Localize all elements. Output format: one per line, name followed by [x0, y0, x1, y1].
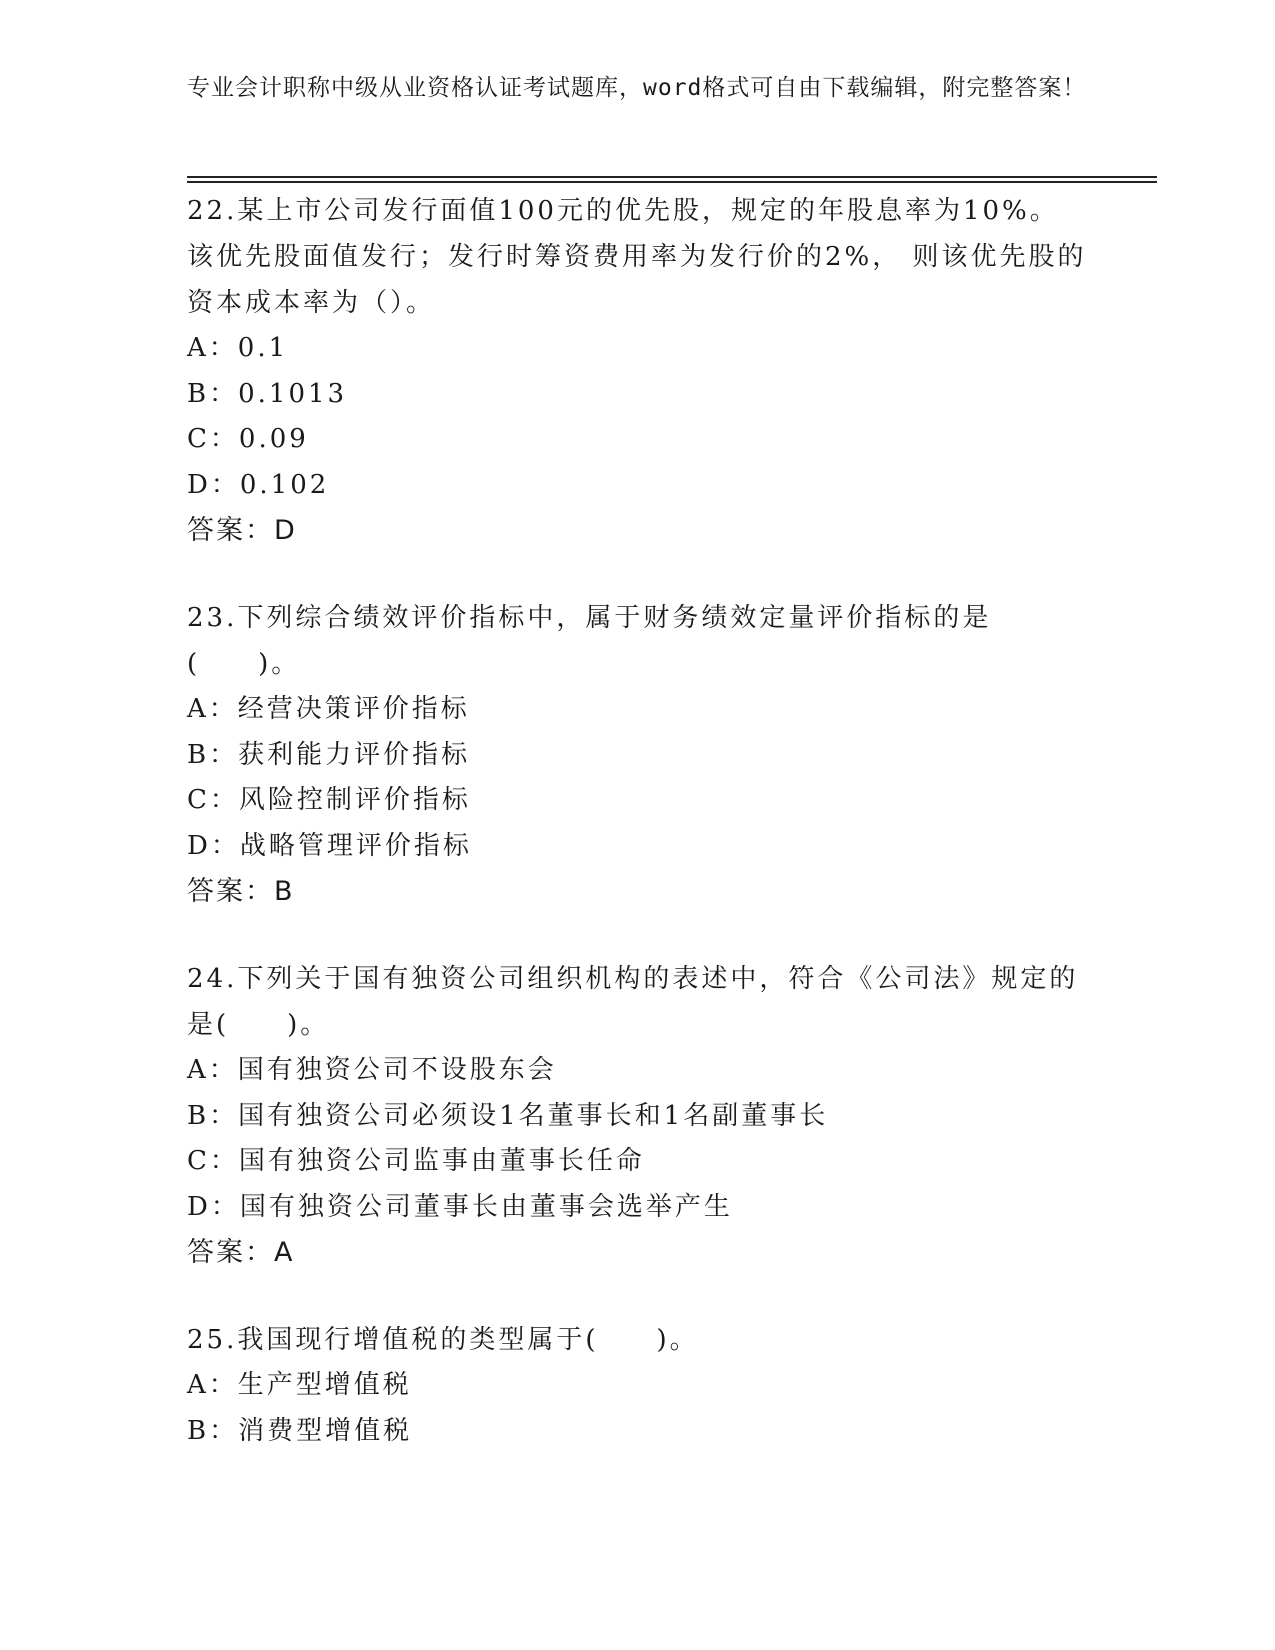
- option-a: [187, 687, 1087, 733]
- option-separator: ：: [208, 1055, 238, 1085]
- option-a: [187, 1048, 1087, 1094]
- option-separator: ：: [208, 1370, 238, 1400]
- question-stem: 24.下列关于国有独资公司组织机构的表述中，符合《公司法》规定的是( )。: [187, 964, 1079, 1040]
- option-d: [187, 463, 1087, 509]
- question-stem: 25.我国现行增值税的类型属于( )。: [187, 1325, 699, 1355]
- option-d: [187, 824, 1087, 870]
- option-c: [187, 778, 1087, 824]
- question-stem: 23.下列综合绩效评价指标中，属于财务绩效定量评价指标的是( )。: [187, 603, 992, 679]
- option-c: [187, 417, 1087, 463]
- answer-line: 答案：A: [187, 1237, 295, 1268]
- option-text: 获利能力评价指标: [238, 739, 471, 770]
- option-separator: ：: [209, 1100, 239, 1131]
- option-text: 0.1: [237, 333, 289, 363]
- option-text: 消费型增值税: [238, 1415, 413, 1446]
- option-label: A: [187, 694, 209, 724]
- option-separator: ：: [210, 830, 240, 861]
- option-separator: ：: [210, 469, 240, 500]
- question-gap: [187, 554, 1087, 595]
- option-label: B: [187, 1100, 210, 1131]
- option-label: C: [187, 1146, 210, 1176]
- question-gap: [187, 915, 1087, 956]
- option-label: B: [187, 1415, 210, 1446]
- header-rule-top: [187, 176, 1157, 178]
- document-header: 专业会计职称中级从业资格认证考试题库，word格式可自由下载编辑，附完整答案！: [187, 75, 1087, 101]
- option-separator: ：: [209, 378, 239, 409]
- option-label: D: [187, 469, 211, 500]
- option-text: 风险控制评价指标: [238, 785, 471, 815]
- option-text: 国有独资公司董事长由董事会选举产生: [239, 1191, 733, 1222]
- option-text: 生产型增值税: [237, 1370, 412, 1400]
- option-separator: ：: [209, 1415, 239, 1446]
- option-text: 国有独资公司必须设1名董事长和1名副董事长: [238, 1100, 829, 1131]
- option-separator: ：: [209, 424, 239, 454]
- option-a: [187, 1363, 1087, 1409]
- question-list: [187, 188, 1087, 1454]
- option-d: [187, 1185, 1087, 1231]
- option-text: 0.1013: [238, 378, 348, 409]
- answer-line: 答案：D: [187, 515, 297, 546]
- header-rule-bottom: [187, 181, 1157, 183]
- option-label: D: [187, 830, 211, 861]
- option-separator: ：: [208, 333, 238, 363]
- option-separator: ：: [210, 1191, 240, 1222]
- option-label: C: [187, 424, 210, 454]
- question-25: [187, 1317, 1087, 1454]
- option-a: [187, 326, 1087, 372]
- option-b: [187, 733, 1087, 779]
- option-b: [187, 1409, 1087, 1455]
- option-label: A: [187, 1055, 209, 1085]
- option-text: 战略管理评价指标: [239, 830, 472, 861]
- question-23: [187, 595, 1087, 915]
- option-label: A: [187, 1370, 209, 1400]
- question-stem: 22.某上市公司发行面值100元的优先股，规定的年股息率为10%。该优先股面值发行；发行时筹资费用率为发行价的2%， 则该优先股的资本成本率为（）。: [187, 196, 1087, 318]
- option-separator: ：: [208, 694, 238, 724]
- answer-line: 答案：B: [187, 876, 295, 907]
- option-text: 国有独资公司不设股东会: [237, 1055, 557, 1085]
- option-text: 0.09: [238, 424, 309, 454]
- option-label: B: [187, 739, 210, 770]
- option-text: 国有独资公司监事由董事长任命: [238, 1146, 645, 1176]
- question-gap: [187, 1276, 1087, 1317]
- option-separator: ：: [209, 1146, 239, 1176]
- option-label: B: [187, 378, 210, 409]
- option-b: [187, 1094, 1087, 1140]
- option-label: D: [187, 1191, 211, 1222]
- option-label: C: [187, 785, 210, 815]
- option-c: [187, 1139, 1087, 1185]
- option-label: A: [187, 333, 209, 363]
- option-text: 经营决策评价指标: [237, 694, 470, 724]
- question-24: [187, 956, 1087, 1276]
- option-b: [187, 372, 1087, 418]
- question-22: [187, 188, 1087, 554]
- option-separator: ：: [209, 739, 239, 770]
- option-separator: ：: [209, 785, 239, 815]
- option-text: 0.102: [239, 469, 330, 500]
